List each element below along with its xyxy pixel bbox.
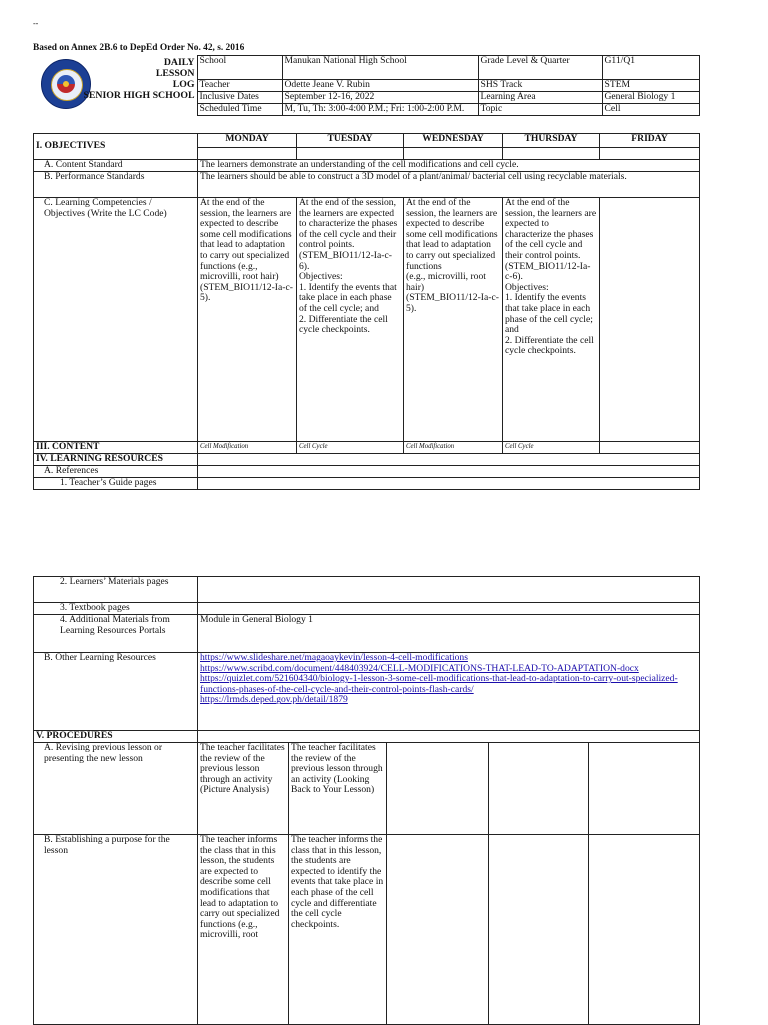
procedure-a-monday: The teacher facilitates the review of the previous lesson through an activity (Picture Analysis): [198, 743, 289, 835]
procedures-heading: V. PROCEDURES: [34, 731, 198, 743]
objectives-heading: I. OBJECTIVES: [34, 134, 198, 160]
day-friday: FRIDAY: [600, 134, 700, 148]
resource-link-scribd[interactable]: https://www.scribd.com/document/448403924/CELL-MODIFICATIONS-THAT-LEAD-TO-ADAPTATION-docx: [200, 662, 639, 674]
resource-link-quizlet[interactable]: https://quizlet.com/521604340/biology-1-lesson-3-some-cell-modifications-that-lead-to-adaptation-to-carry-out-specialized-functions-phases-of-the-cell-cycle-and-their-control-points-flash-cards/: [200, 673, 678, 695]
competency-label: C. Learning Competencies / Objectives (Write the LC Code): [34, 198, 198, 442]
procedure-b-monday: The teacher informs the class that in this lesson, the students are expected to describe some cell modifications that lead to adaptation to carry out specialized functions (e.g., microvilli, root: [198, 835, 289, 1025]
other-resources-links: [198, 653, 700, 731]
day-tuesday: TUESDAY: [297, 134, 404, 148]
textbook-label: 3. Textbook pages: [34, 603, 198, 615]
additional-materials-label: 4. Additional Materials from Learning Resources Portals: [34, 615, 198, 653]
procedure-b-label: B. Establishing a purpose for the lesson: [34, 835, 198, 1025]
other-resources-label: B. Other Learning Resources: [34, 653, 198, 731]
school-label: School: [197, 56, 282, 80]
dates-value: September 12-16, 2022: [282, 92, 478, 104]
competency-thursday: At the end of the session, the learners are expected to characterize the phases of the cell cycle and their control points. (STEM_BIO11/12-Ia-c-6). Objectives: 1. Identify the events that take place in each phase of the cell cycle; and 2. Differentiate the cell cycle checkpoints.: [503, 198, 600, 442]
learning-area-label: Learning Area: [478, 92, 602, 104]
grade-level-label: Grade Level & Quarter: [478, 56, 602, 80]
annex-reference: Based on Annex 2B.6 to DepEd Order No. 42, s. 2016: [33, 43, 245, 53]
dll-title: DAILY LESSON LOG SENIOR HIGH SCHOOL: [83, 56, 195, 101]
page-dash: --: [33, 19, 39, 28]
teacher-value: Odette Jeane V. Rubin: [282, 80, 478, 92]
resource-link-lrmds[interactable]: https://lrmds.deped.gov.ph/detail/1879: [200, 694, 348, 706]
teachers-guide-label: 1. Teacher’s Guide pages: [34, 478, 198, 490]
teacher-label: Teacher: [197, 80, 282, 92]
time-value: M, Tu, Th: 3:00-4:00 P.M.; Fri: 1:00-2:00 P.M.: [282, 104, 478, 116]
references-label: A. References: [34, 466, 198, 478]
procedure-a-label: A. Revising previous lesson or presenting the new lesson: [34, 743, 198, 835]
track-value: STEM: [602, 80, 699, 92]
content-standard-value: The learners demonstrate an understanding of the cell modifications and cell cycle.: [198, 160, 700, 172]
dll-main-table: [33, 133, 700, 490]
procedure-b-tuesday: The teacher informs the class that in this lesson, the students are expected to identify the events that take place in each phase of the cell cycle and differentiate the cell cycle checkpoints.: [289, 835, 387, 1025]
content-heading: III. CONTENT: [34, 442, 198, 454]
competency-monday: At the end of the session, the learners are expected to describe some cell modifications that lead to adaptation to carry out specialized functions (e.g., microvilli, root hair) (STEM_BIO11/12-Ia-c-5).: [198, 198, 297, 442]
logo-block: [33, 56, 197, 116]
day-monday: MONDAY: [198, 134, 297, 148]
content-standard-label: A. Content Standard: [34, 160, 198, 172]
procedure-a-tuesday: The teacher facilitates the review of the previous lesson through an activity (Looking Back to Your Lesson): [289, 743, 387, 835]
dll-main-table-continued: [33, 576, 700, 1025]
dll-header-table: [33, 55, 700, 116]
content-monday: Cell Modification: [198, 442, 297, 454]
track-label: SHS Track: [478, 80, 602, 92]
day-thursday: THURSDAY: [503, 134, 600, 148]
grade-level-value: G11/Q1: [602, 56, 699, 80]
resource-link-slideshare[interactable]: https://www.slideshare.net/magaoaykevin/lesson-4-cell-modifications: [200, 652, 468, 663]
competency-wednesday: At the end of the session, the learners are expected to describe some cell modifications that lead to adaptation to carry out specialized functions (e.g., microvilli, root hair) (STEM_BIO11/12-Ia-c-5).: [404, 198, 503, 442]
content-friday: [600, 442, 700, 454]
content-wednesday: Cell Modification: [404, 442, 503, 454]
performance-standard-value: The learners should be able to construct a 3D model of a plant/animal/ bacterial cell using recyclable materials.: [198, 172, 700, 198]
content-tuesday: Cell Cycle: [297, 442, 404, 454]
content-thursday: Cell Cycle: [503, 442, 600, 454]
learning-area-value: General Biology 1: [602, 92, 699, 104]
day-wednesday: WEDNESDAY: [404, 134, 503, 148]
learners-materials-label: 2. Learners’ Materials pages: [34, 577, 198, 603]
resources-heading: IV. LEARNING RESOURCES: [34, 454, 198, 466]
time-label: Scheduled Time: [197, 104, 282, 116]
performance-standard-label: B. Performance Standards: [34, 172, 198, 198]
competency-friday: [600, 198, 700, 442]
topic-value: Cell: [602, 104, 699, 116]
school-value: Manukan National High School: [282, 56, 478, 80]
additional-materials-value: Module in General Biology 1: [198, 615, 700, 653]
competency-tuesday: At the end of the session, the learners are expected to characterize the phases of the cell cycle and their control points. (STEM_BIO11/12-Ia-c-6). Objectives: 1. Identify the events that take place in each phase of the cell cycle; and 2. Differentiate the cell cycle checkpoints.: [297, 198, 404, 442]
topic-label: Topic: [478, 104, 602, 116]
dates-label: Inclusive Dates: [197, 92, 282, 104]
